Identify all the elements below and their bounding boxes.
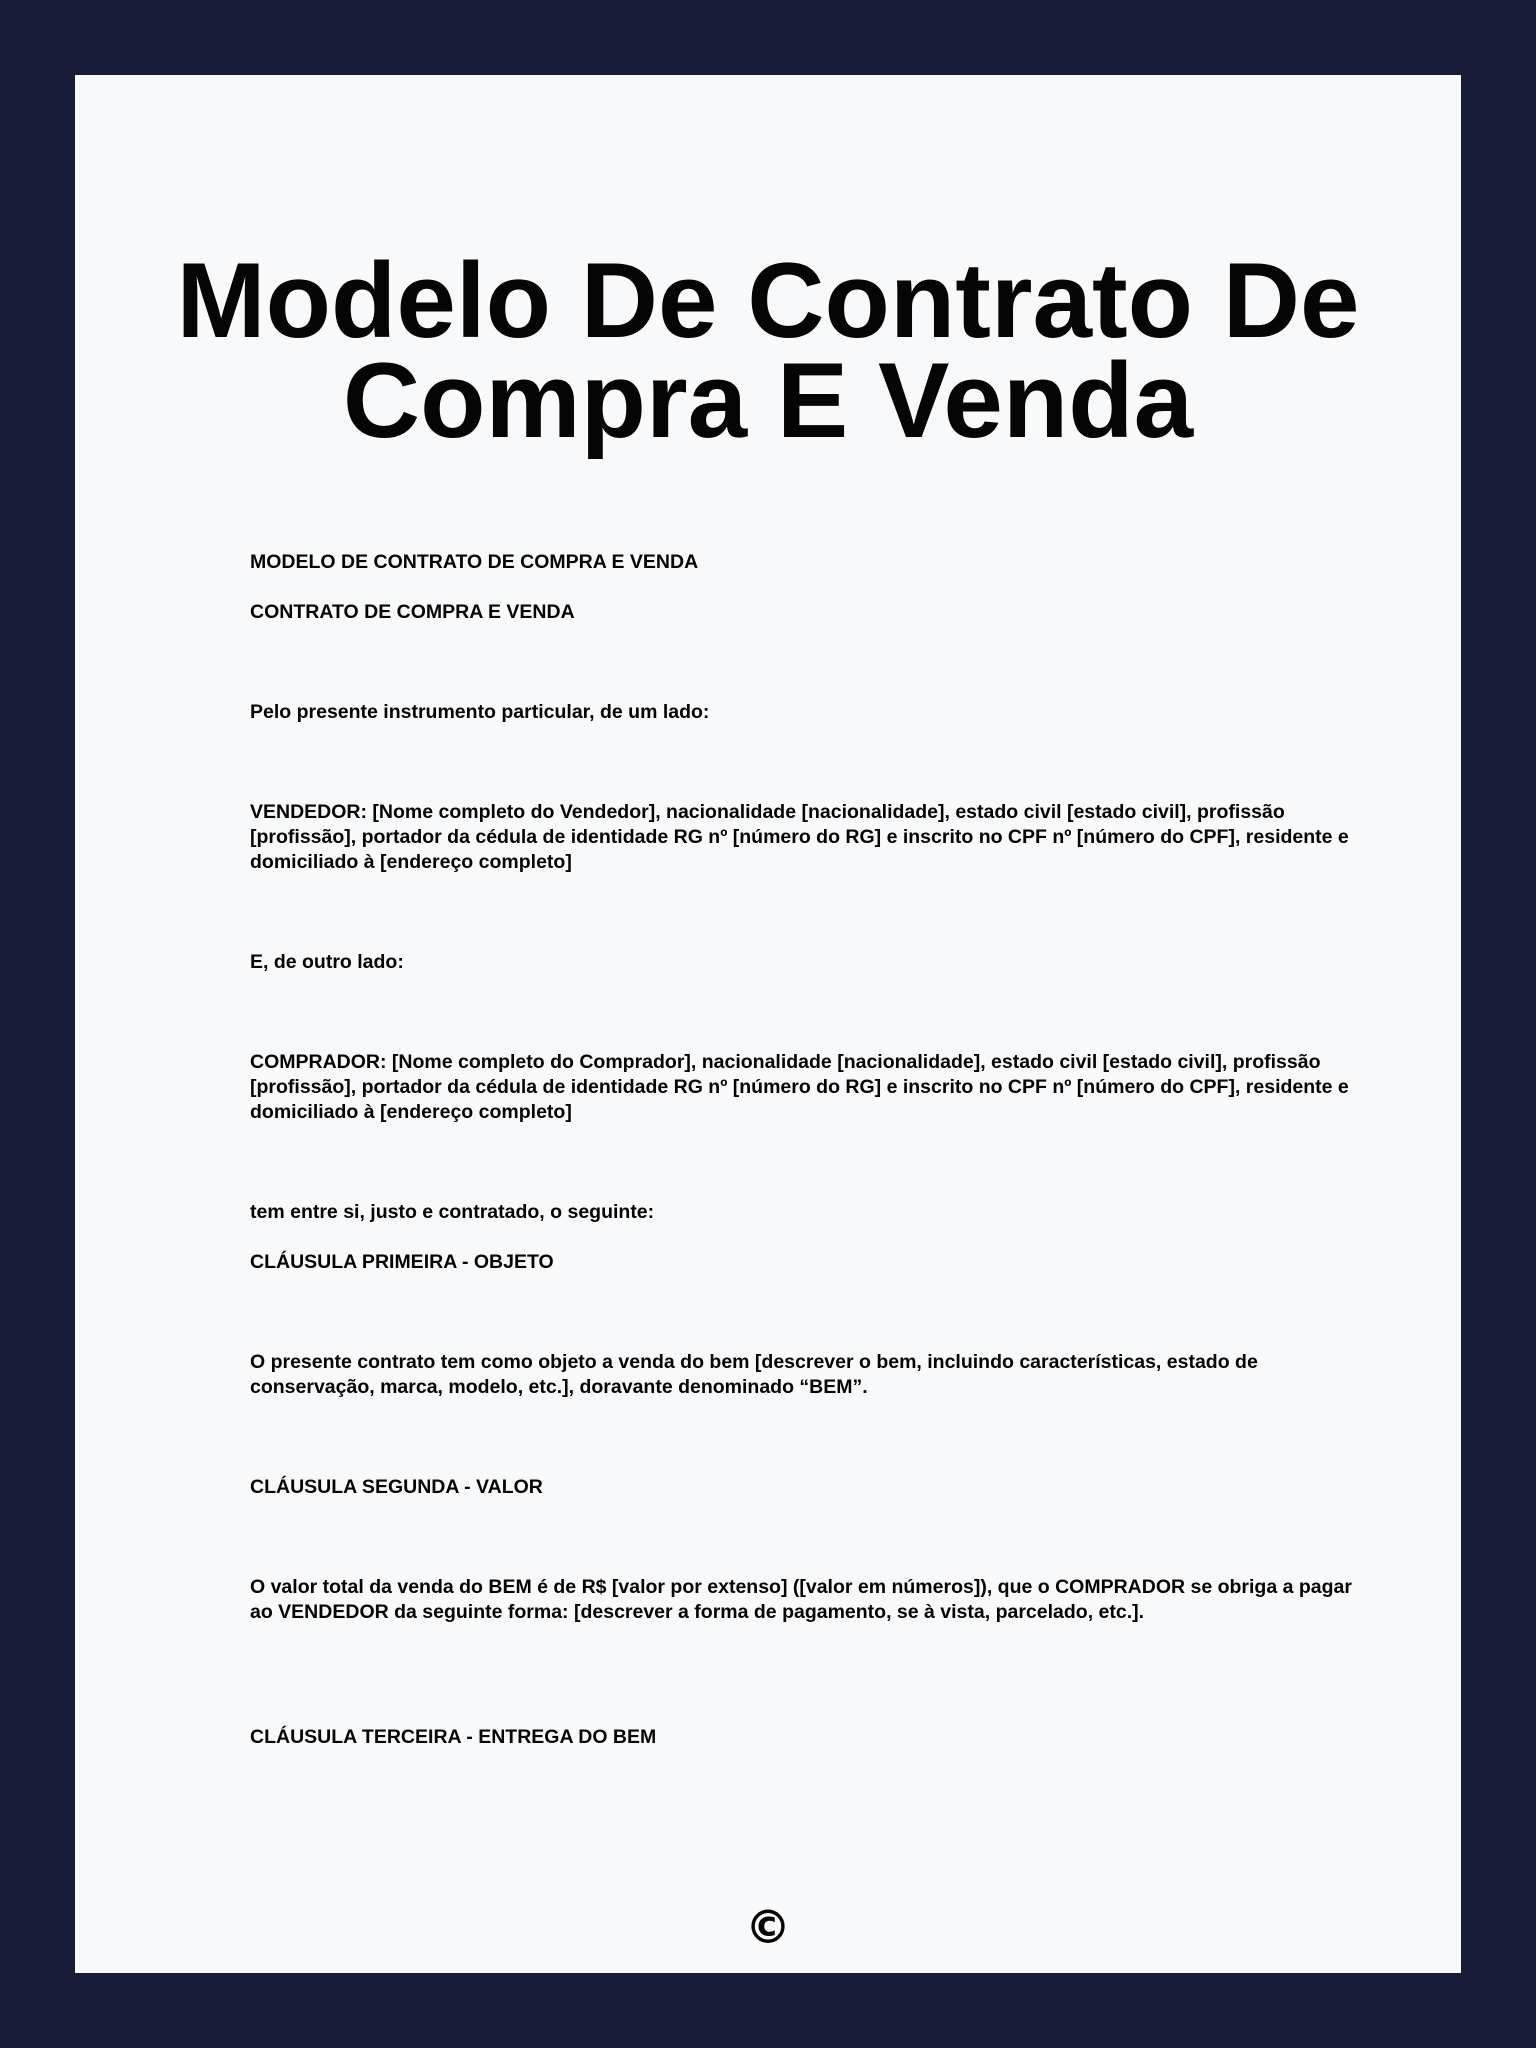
clause-terceira-heading: CLÁUSULA TERCEIRA - ENTREGA DO BEM bbox=[250, 1726, 657, 1748]
title-line-2: Compra E Venda bbox=[342, 340, 1194, 460]
title-line-1: Modelo De Contrato De bbox=[176, 240, 1360, 360]
paragraph-outro-lado: E, de outro lado: bbox=[250, 951, 404, 973]
paragraph-intro: Pelo presente instrumento particular, de um lado: bbox=[250, 701, 710, 723]
document-page bbox=[75, 75, 1461, 1973]
copyright-icon: © bbox=[745, 1900, 791, 1954]
clause-primeira-text: O presente contrato tem como objeto a venda do bem [descrever o bem, incluindo características, estado de conservação, marca, modelo, etc.], doravante denominado “BEM”. bbox=[250, 1351, 1258, 1398]
document-title bbox=[75, 240, 1461, 460]
paragraph-comprador: COMPRADOR: [Nome completo do Comprador], nacionalidade [nacionalidade], estado civil [estado civil], profissão [profissão], portador da cédula de identidade RG nº [número do RG] e inscrito no CPF nº [número do CPF], residente e domiciliado à [endereço completo] bbox=[250, 1051, 1349, 1123]
heading-contrato: CONTRATO DE COMPRA E VENDA bbox=[250, 601, 575, 623]
heading-modelo: MODELO DE CONTRATO DE COMPRA E VENDA bbox=[250, 551, 699, 573]
paragraph-vendedor: VENDEDOR: [Nome completo do Vendedor], nacionalidade [nacionalidade], estado civil [estado civil], profissão [profissão], portador da cédula de identidade RG nº [número do RG] e inscrito no CPF nº [número do CPF], residente e domiciliado à [endereço completo] bbox=[250, 801, 1349, 873]
clause-segunda-text: O valor total da venda do BEM é de R$ [valor por extenso] ([valor em números]), que o COMPRADOR se obriga a pagar ao VENDEDOR da seguinte forma: [descrever a forma de pagamento, se à vista, parcelado, etc.]. bbox=[250, 1576, 1352, 1623]
clause-segunda-heading: CLÁUSULA SEGUNDA - VALOR bbox=[250, 1476, 543, 1498]
paragraph-acordo: tem entre si, justo e contratado, o seguinte: bbox=[250, 1201, 655, 1223]
clause-primeira-heading: CLÁUSULA PRIMEIRA - OBJETO bbox=[250, 1251, 554, 1273]
